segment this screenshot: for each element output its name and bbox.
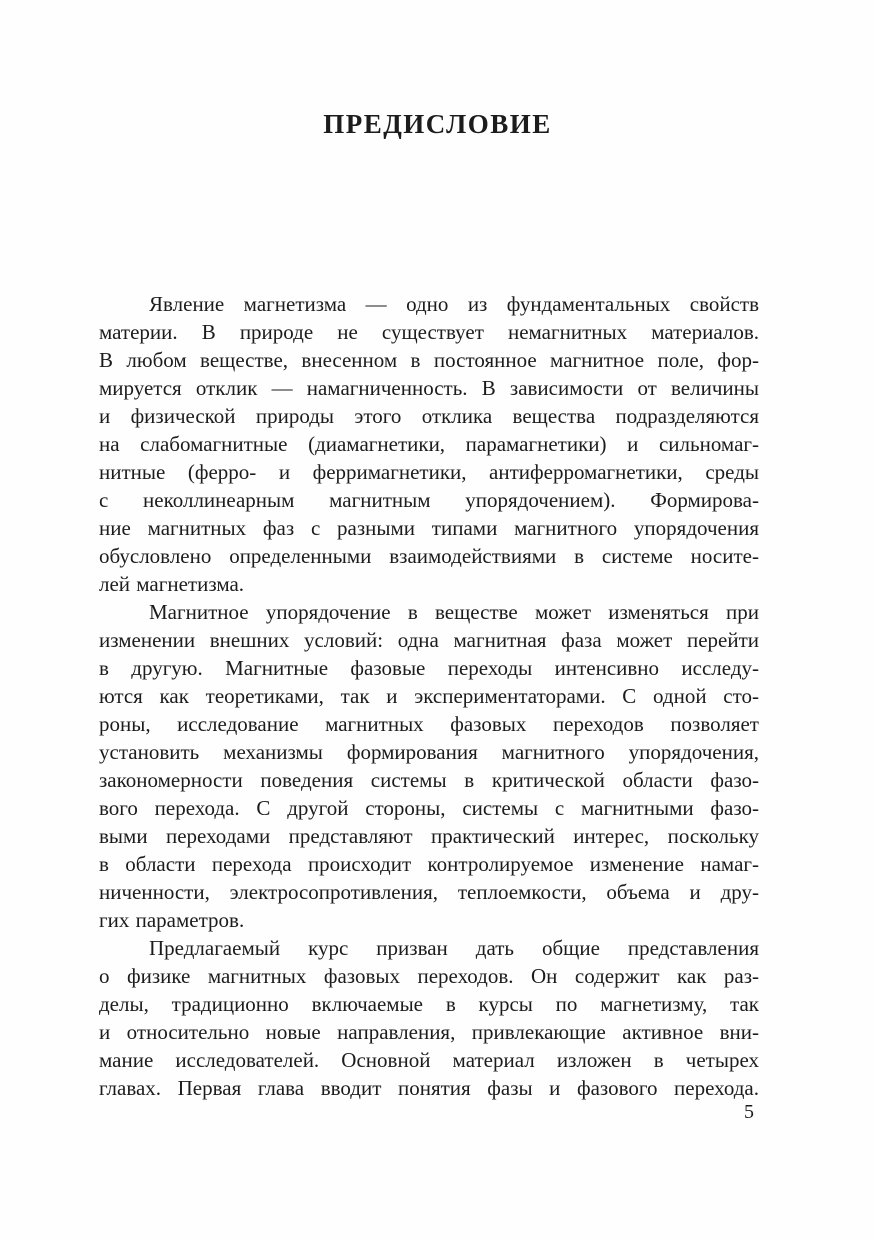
text-line: мание исследователей. Основной материал изложен в четырех xyxy=(99,1048,759,1072)
text-line: лей магнетизма. xyxy=(99,572,245,596)
text-line: нитные (ферро- и ферримагнетики, антиферромагнетики, среды xyxy=(99,460,759,484)
text-line: В любом веществе, внесенном в постоянное магнитное поле, фор- xyxy=(99,348,759,372)
text-line: на слабомагнитные (диамагнетики, парамагнетики) и сильномаг- xyxy=(99,432,759,456)
text-line: закономерности поведения системы в критической области фазо- xyxy=(99,768,759,792)
text-line: ниченности, электросопротивления, теплоемкости, объема и дру- xyxy=(99,880,759,904)
text-line: в другую. Магнитные фазовые переходы интенсивно исследу- xyxy=(99,656,759,680)
text-line: гих параметров. xyxy=(99,908,245,932)
page-number: 5 xyxy=(744,1101,754,1123)
paragraph-1 xyxy=(99,290,759,598)
text-line: установить механизмы формирования магнитного упорядочения, xyxy=(99,740,759,764)
text-line: роны, исследование магнитных фазовых переходов позволяет xyxy=(99,712,759,736)
text-line: Магнитное упорядочение в веществе может изменяться при xyxy=(149,600,759,624)
text-line: и относительно новые направления, привлекающие активное вни- xyxy=(99,1020,759,1044)
text-line: о физике магнитных фазовых переходов. Он содержит как раз- xyxy=(99,964,759,988)
body-text xyxy=(99,290,759,1102)
text-line: с неколлинеарным магнитным упорядочением). Формирова- xyxy=(99,488,759,512)
text-line: материи. В природе не существует немагнитных материалов. xyxy=(99,320,759,344)
text-line: мируется отклик — намагниченность. В зависимости от величины xyxy=(99,376,759,400)
text-line: изменении внешних условий: одна магнитная фаза может перейти xyxy=(99,628,759,652)
text-line: ние магнитных фаз с разными типами магнитного упорядочения xyxy=(99,516,759,540)
text-line: главах. Первая глава вводит понятия фазы и фазового перехода. xyxy=(99,1076,759,1100)
text-line: Предлагаемый курс призван дать общие представления xyxy=(149,936,759,960)
text-line: Явление магнетизма — одно из фундаментальных свойств xyxy=(149,292,759,316)
text-line: обусловлено определенными взаимодействиями в системе носите- xyxy=(99,544,759,568)
text-line: выми переходами представляют практический интерес, поскольку xyxy=(99,824,759,848)
text-line: и физической природы этого отклика вещества подразделяются xyxy=(99,404,759,428)
text-line: в области перехода происходит контролируемое изменение намаг- xyxy=(99,852,759,876)
paragraph-3 xyxy=(99,934,759,1102)
text-line: ются как теоретиками, так и экспериментаторами. С одной сто- xyxy=(99,684,759,708)
page-title: ПРЕДИСЛОВИЕ xyxy=(323,109,552,139)
text-line: вого перехода. С другой стороны, системы с магнитными фазо- xyxy=(99,796,759,820)
text-line: делы, традиционно включаемые в курсы по магнетизму, так xyxy=(99,992,759,1016)
paragraph-2 xyxy=(99,598,759,934)
